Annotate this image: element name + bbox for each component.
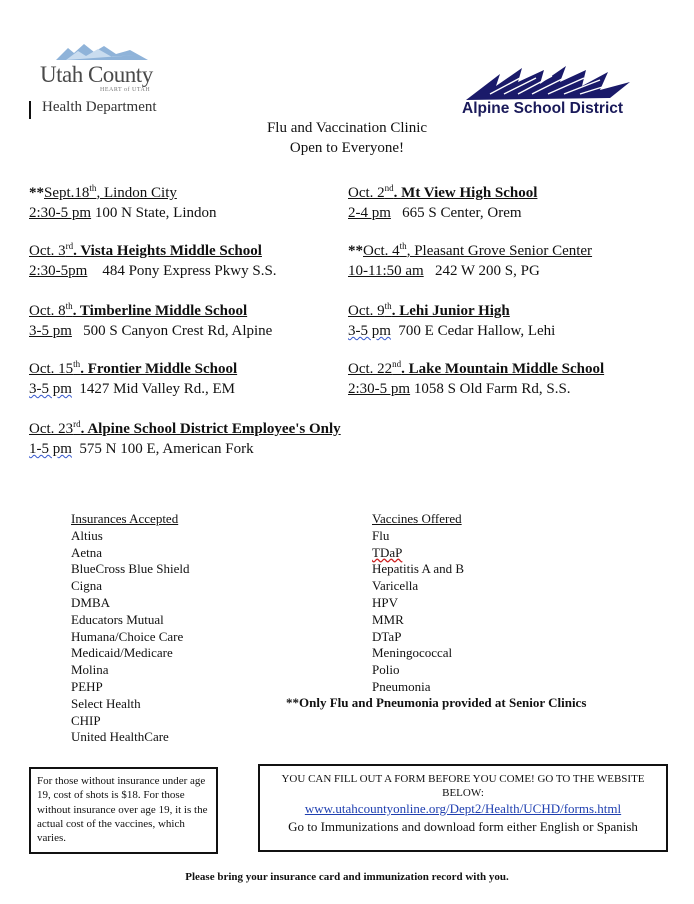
clinic-location: . Lehi Junior High (391, 303, 510, 319)
insurance-item: Select Health (71, 695, 141, 711)
vaccine-item: TDaP (372, 544, 403, 560)
clinic-day-suffix: th (384, 301, 392, 311)
vaccine-item: MMR (372, 611, 404, 627)
clinic-location: . Timberline Middle School (72, 303, 248, 319)
clinic-location: . Lake Mountain Middle School (401, 361, 605, 377)
vaccine-item: Hepatitis A and B (372, 561, 465, 577)
insurances-header: Insurances Accepted (71, 511, 179, 526)
clinic-address: 1058 S Old Farm Rd, S.S. (410, 381, 571, 397)
clinic-day-suffix: th (73, 359, 81, 369)
clinic-day-suffix: th (65, 301, 73, 311)
insurance-item: CHIP (71, 712, 101, 728)
vaccine-item: Polio (372, 662, 400, 678)
clinic-time: 3-5 pm (29, 381, 72, 397)
clinic-time-address (348, 203, 537, 223)
clinic-date-location (29, 178, 217, 203)
clinic-entry (29, 178, 217, 223)
clinic-date (348, 185, 394, 201)
clinic-senior-marker: ** (29, 185, 44, 201)
clinic-time: 1-5 pm (29, 441, 72, 457)
clinic-location: , Pleasant Grove Senior Center (406, 243, 593, 259)
vaccines-header: Vaccines Offered (372, 511, 462, 526)
clinic-entry (348, 236, 592, 281)
clinic-time: 2-4 pm (348, 205, 391, 221)
clinic-location: . Frontier Middle School (80, 361, 238, 377)
clinic-date (29, 361, 80, 377)
clinic-date-location (29, 296, 272, 321)
clinic-time-address (29, 261, 277, 281)
vaccine-item: DTaP (372, 628, 402, 644)
clinic-address: 1427 Mid Valley Rd., EM (71, 381, 235, 397)
clinic-time-address (29, 379, 237, 399)
clinic-time-address (29, 439, 341, 459)
clinic-address: 665 S Center, Orem (390, 205, 522, 221)
clinic-day-suffix: th (399, 241, 407, 251)
clinic-address: 100 N State, Lindon (91, 205, 217, 221)
clinic-time-address (29, 321, 272, 341)
clinic-senior-marker: ** (348, 243, 363, 259)
clinic-address: 242 W 200 S, PG (423, 263, 540, 279)
clinic-month-day: Oct. 15 (29, 361, 74, 377)
clinic-month-day: Oct. 8 (29, 303, 66, 319)
clinic-month-day: Oct. 23 (29, 421, 74, 437)
clinic-location: , Lindon City (96, 185, 177, 201)
clinic-entry (29, 414, 341, 459)
vaccine-item: Varicella (372, 578, 419, 594)
clinic-location: . Vista Heights Middle School (73, 243, 262, 259)
alpine-school-district-name: Alpine School District (462, 100, 624, 117)
insurance-item: Altius (71, 527, 103, 543)
vaccine-item: HPV (372, 594, 399, 610)
clinic-entry (29, 236, 277, 281)
insurance-item: Educators Mutual (71, 611, 164, 627)
clinic-time: 2:30-5 pm (348, 381, 411, 397)
insurance-item: United HealthCare (71, 729, 169, 745)
clinic-entry (348, 296, 555, 341)
insurance-item: Humana/Choice Care (71, 628, 184, 644)
clinic-date (348, 361, 401, 377)
clinic-date-location (348, 354, 604, 379)
clinic-time: 2:30-5pm (29, 263, 88, 279)
clinic-date (29, 421, 81, 437)
clinic-time: 10-11:50 am (348, 263, 424, 279)
clinic-time-address (348, 379, 604, 399)
clinic-date-location (29, 414, 341, 439)
clinic-date (29, 243, 73, 259)
clinic-time: 3-5 pm (348, 323, 391, 339)
clinic-month-day: Oct. 2 (348, 185, 385, 201)
clinic-date-location (29, 354, 237, 379)
form-instructions-box (258, 764, 668, 852)
clinic-month-day: Sept.18 (44, 185, 90, 201)
insurance-item: Molina (71, 662, 109, 678)
insurance-item: Cigna (71, 578, 103, 594)
insurance-item: PEHP (71, 678, 103, 694)
clinic-date-location (29, 236, 277, 261)
clinic-month-day: Oct. 3 (29, 243, 66, 259)
vaccine-item: Pneumonia (372, 678, 431, 694)
bring-records-note: Please bring your insurance card and immunization record with you. (185, 871, 509, 883)
clinic-address: 575 N 100 E, American Fork (71, 441, 254, 457)
vaccines-list (372, 511, 464, 696)
insurance-item: Medicaid/Medicare (71, 645, 173, 661)
clinic-subheading: Open to Everyone! (289, 140, 405, 156)
clinic-location: . Alpine School District Employee's Only (80, 421, 341, 437)
clinic-month-day: Oct. 9 (348, 303, 385, 319)
clinic-address: 700 E Cedar Hallow, Lehi (390, 323, 556, 339)
vaccine-item: Meningococcal (372, 645, 453, 661)
clinic-entry (29, 354, 237, 399)
clinic-date-location (348, 178, 537, 203)
clinic-time-address (348, 261, 592, 281)
insurance-item: Aetna (71, 544, 103, 560)
insurance-item: BlueCross Blue Shield (71, 561, 190, 577)
utah-county-title: Utah County (40, 62, 153, 87)
clinic-day-suffix: nd (392, 359, 402, 369)
clinic-day-suffix: nd (384, 183, 394, 193)
insurances-list (71, 511, 189, 746)
clinic-month-day: Oct. 4 (363, 243, 400, 259)
clinic-time: 2:30-5 pm (29, 205, 92, 221)
insurance-item: DMBA (71, 594, 111, 610)
clinic-entry (348, 354, 604, 399)
clinic-time-address (29, 203, 217, 223)
clinic-date (29, 303, 73, 319)
clinic-date (363, 243, 407, 259)
clinic-entry (29, 296, 272, 341)
senior-clinic-note: **Only Flu and Pneumonia provided at Senior Clinics (286, 695, 587, 710)
clinic-date (44, 185, 96, 201)
clinic-heading: Flu and Vaccination Clinic (266, 120, 428, 136)
health-department-label: Health Department (42, 99, 157, 115)
clinic-time: 3-5 pm (29, 323, 72, 339)
clinic-address: 484 Pony Express Pkwy S.S. (87, 263, 277, 279)
clinic-month-day: Oct. 22 (348, 361, 393, 377)
logo-divider (29, 101, 31, 119)
vaccine-item: Flu (372, 527, 390, 543)
clinic-entry (348, 178, 537, 223)
clinic-day-suffix: rd (65, 241, 74, 251)
clinic-day-suffix: rd (73, 419, 81, 429)
utah-county-tagline: HEART of UTAH (100, 87, 151, 93)
clinic-date-location (348, 236, 592, 261)
clinic-date-location (348, 296, 555, 321)
clinic-date (348, 303, 392, 319)
forms-website-link[interactable]: www.utahcountyonline.org/Dept2/Health/UCHD/forms.html (304, 801, 622, 816)
clinic-location: . Mt View High School (393, 185, 538, 201)
insurance-cost-note: For those without insurance under age 19, cost of shots is $18. For those without insurance over age 19, it is the actual cost of the vaccines, which varies. (29, 767, 218, 854)
clinic-day-suffix: th (89, 183, 97, 193)
form-instructions-text: YOU CAN FILL OUT A FORM BEFORE YOU COME! GO TO THE WEBSITE BELOW: (281, 773, 645, 799)
clinic-address: 500 S Canyon Crest Rd, Alpine (71, 323, 273, 339)
download-form-instructions: Go to Immunizations and download form either English or Spanish (288, 819, 638, 834)
clinic-time-address (348, 321, 555, 341)
